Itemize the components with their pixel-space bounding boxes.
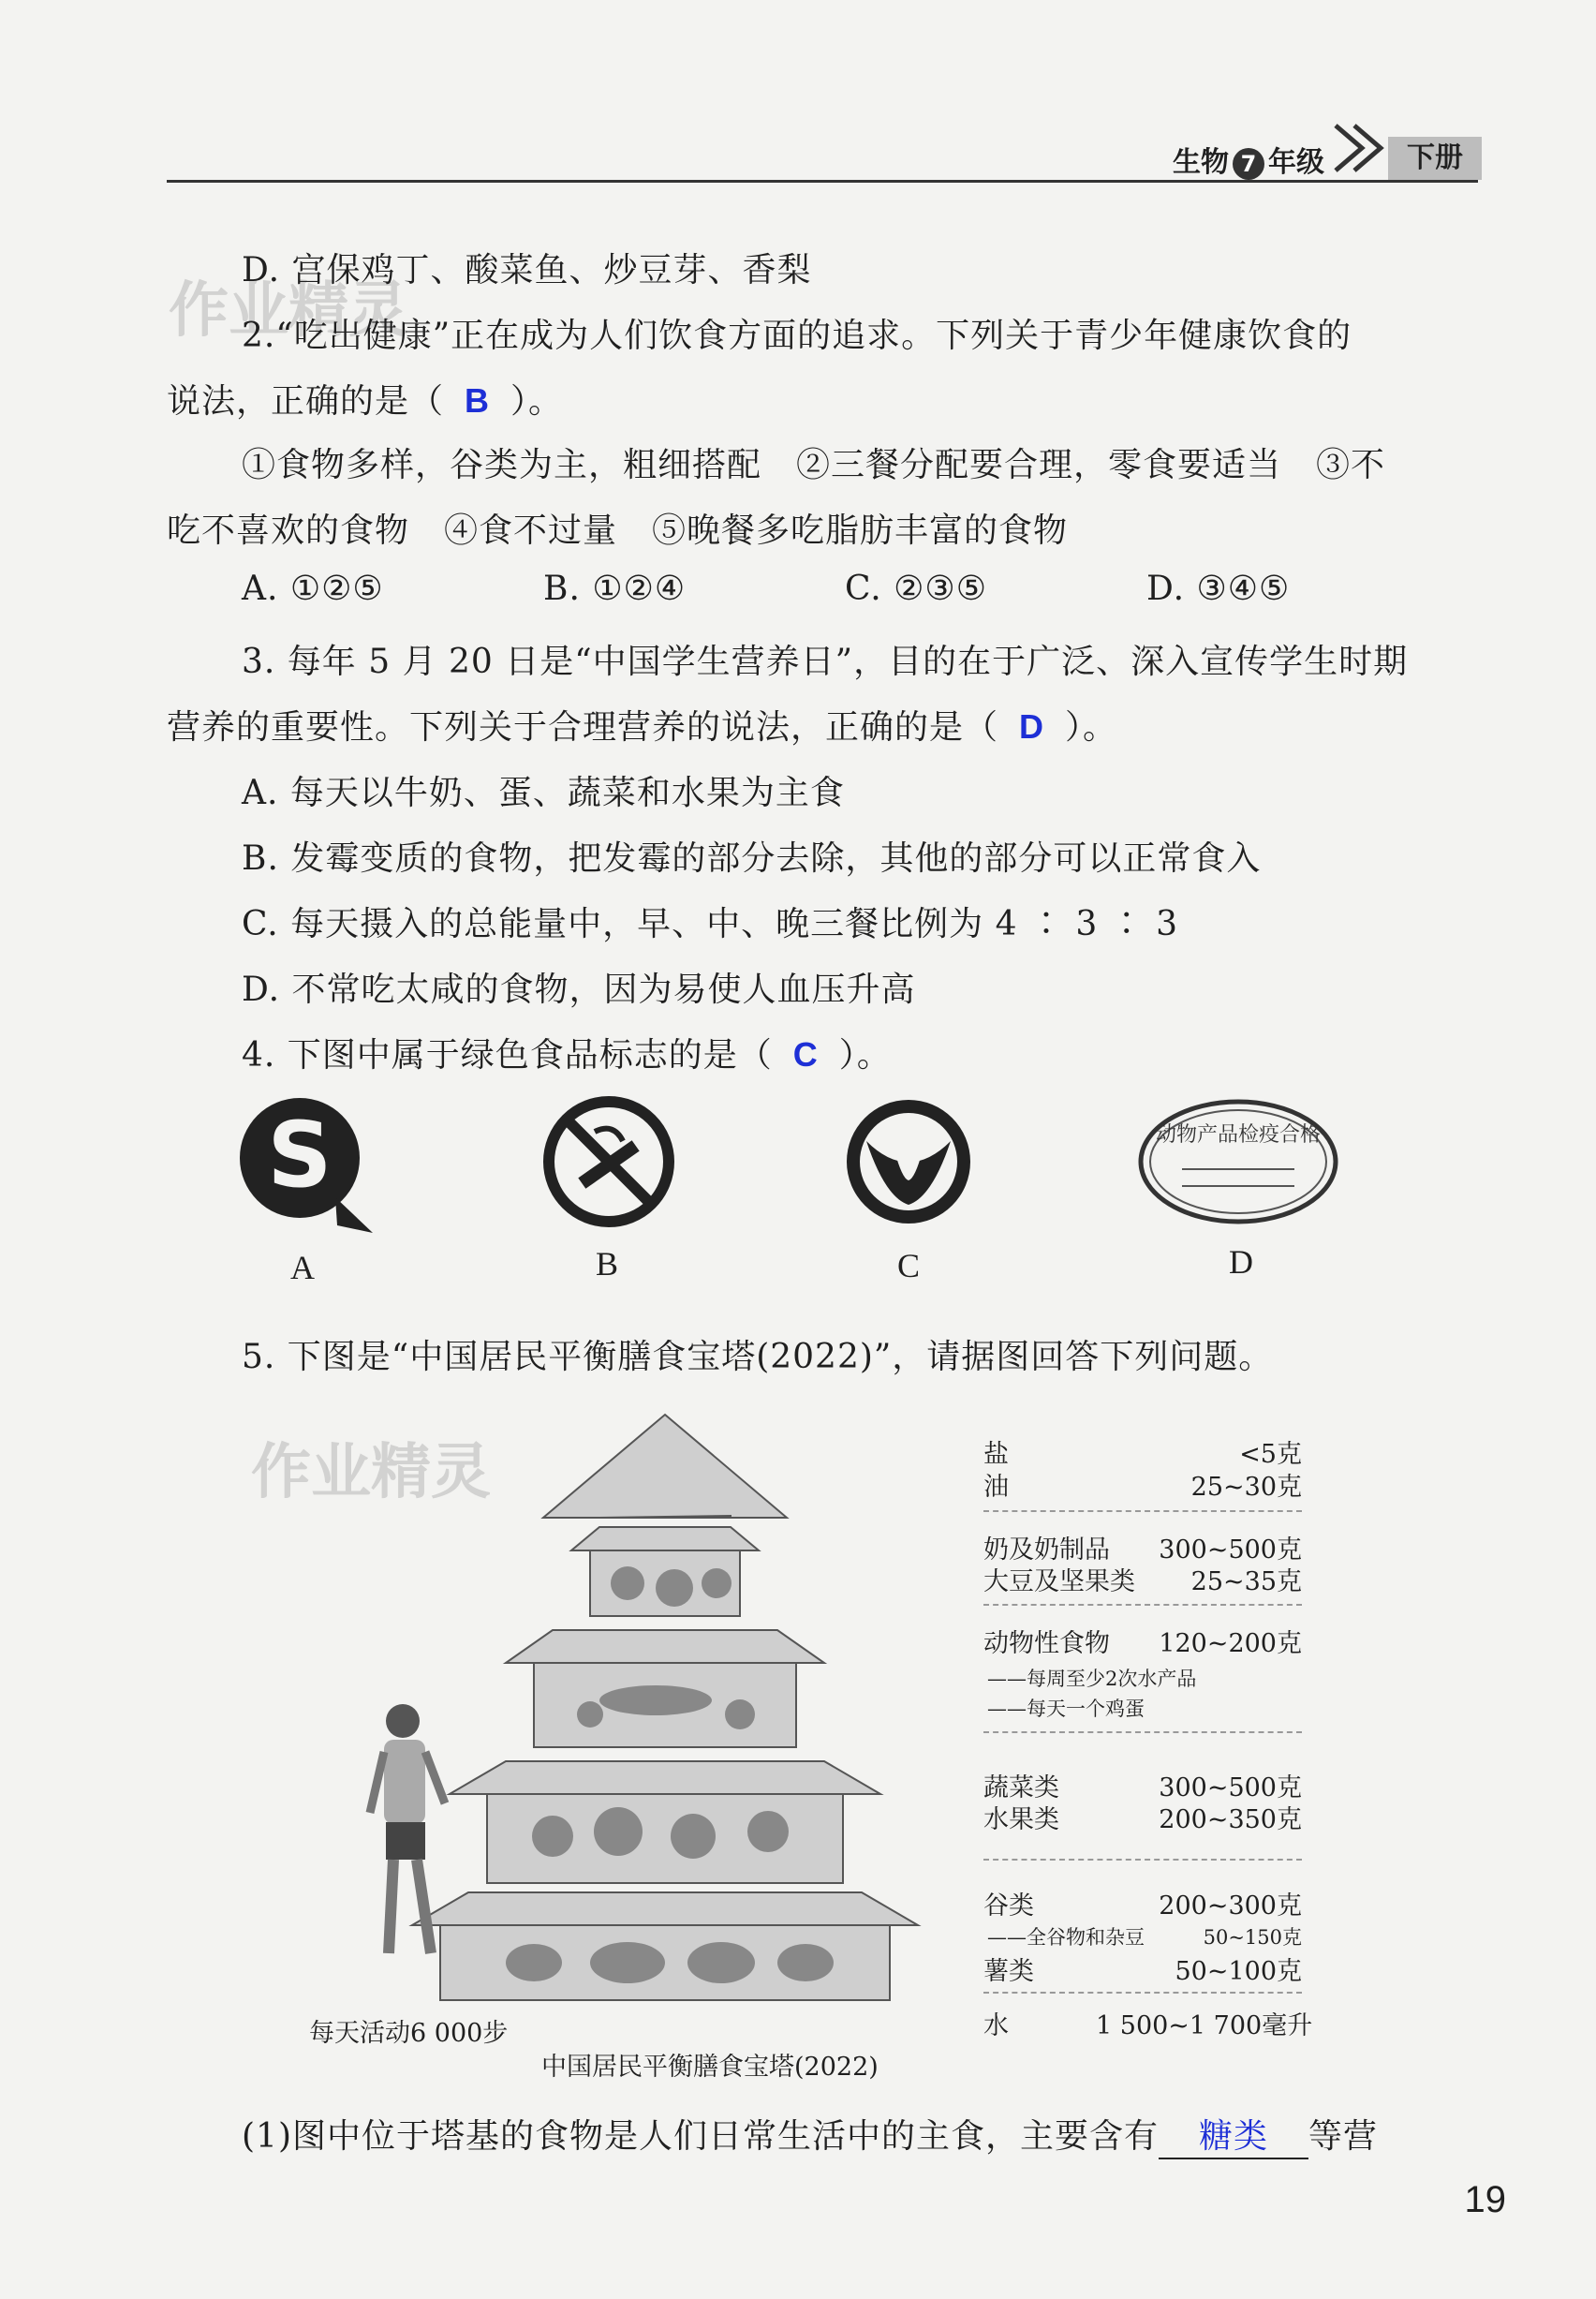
tbl-salt-value: <5克 — [1239, 1440, 1302, 1469]
tbl-soy-value: 25~35克 — [1190, 1567, 1302, 1596]
tbl-divider — [983, 1604, 1302, 1606]
tbl-animal-note1: ——每周至少2次水产品 — [987, 1668, 1197, 1690]
q3-line1: 3. 每年 5 月 20 日是“中国学生营养日”，目的在于广泛、深入宣传学生时期 — [242, 643, 1409, 681]
tbl-divider — [983, 1859, 1302, 1861]
watermark: 作业精灵 — [169, 276, 408, 346]
header-subject: 生物 7 年级 — [1173, 146, 1324, 179]
tbl-divider — [983, 1992, 1302, 1994]
q3-option-a: A. 每天以牛奶、蛋、蔬菜和水果为主食 — [242, 774, 845, 812]
logo-label-b: B — [596, 1245, 619, 1283]
q2-option-c: C. ②③⑤ — [845, 570, 987, 608]
quarantine-stamp-icon — [1135, 1096, 1341, 1231]
q2-option-b: B. ①②④ — [543, 570, 687, 608]
tbl-oil-label: 油 — [983, 1473, 1009, 1502]
tbl-veg-label: 蔬菜类 — [983, 1773, 1059, 1802]
q2-items-line2: 吃不喜欢的食物 ④食不过量 ⑤晚餐多吃脂肪丰富的食物 — [167, 512, 1069, 550]
tbl-grain-note-value: 50~150克 — [1203, 1926, 1302, 1949]
header-volume: 下册 — [1388, 137, 1482, 180]
tbl-soy-label: 大豆及坚果类 — [983, 1567, 1135, 1596]
logo-label-d: D — [1229, 1243, 1253, 1281]
tbl-fruit-label: 水果类 — [983, 1805, 1059, 1834]
tbl-fruit-value: 200~350克 — [1159, 1805, 1302, 1834]
tbl-grain-value: 200~300克 — [1159, 1891, 1302, 1921]
q5-intro: 5. 下图是“中国居民平衡膳食宝塔(2022)”，请据图回答下列问题。 — [242, 1338, 1274, 1376]
logo-label-a: A — [290, 1249, 315, 1286]
tbl-water-value: 1 500~1 700毫升 — [1096, 2011, 1313, 2040]
tbl-divider — [983, 1510, 1302, 1512]
tbl-tuber-value: 50~100克 — [1175, 1957, 1302, 1986]
runner-figure-icon — [365, 1700, 468, 1985]
grade-badge: 7 — [1233, 148, 1264, 180]
watermark-2: 作业精灵 — [251, 1438, 491, 1507]
tbl-milk-value: 300~500克 — [1159, 1535, 1302, 1565]
logo-label-c: C — [897, 1247, 921, 1284]
green-food-icon — [838, 1094, 979, 1238]
tbl-milk-label: 奶及奶制品 — [983, 1535, 1110, 1565]
q3-option-c: C. 每天摄入的总能量中，早、中、晚三餐比例为 4 ∶ 3 ∶ 3 — [242, 905, 1179, 943]
q5-sub1-answer: 糖类 — [1198, 2117, 1268, 2156]
tbl-veg-value: 300~500克 — [1159, 1773, 1302, 1802]
svg-text:S: S — [267, 1103, 332, 1208]
q2-line2: 说法，正确的是（ B ）。 — [167, 381, 564, 421]
q5-sub1: (1)图中位于塔基的食物是人们日常生活中的主食，主要含有 糖类 等营 — [242, 2110, 1378, 2159]
q3-answer: D — [1019, 707, 1045, 746]
q4-line: 4. 下图中属于绿色食品标志的是（ C ）。 — [242, 1035, 892, 1075]
chevron-double-icon — [1328, 120, 1394, 180]
tbl-grain-note-label: ——全谷物和杂豆 — [987, 1926, 1145, 1949]
q2-line1: 2.“吃出健康”正在成为人们饮食方面的追求。下列关于青少年健康饮食的 — [242, 317, 1352, 355]
stamp-text: 动物产品检疫合格 — [1155, 1123, 1322, 1147]
q2-items-line1: ①食物多样，谷类为主，粗细搭配 ②三餐分配要合理，零食要适当 ③不 — [242, 446, 1386, 484]
q1-option-d: D. 宫保鸡丁、酸菜鱼、炒豆芽、香梨 — [242, 251, 812, 289]
q3-option-b: B. 发霉变质的食物，把发霉的部分去除，其他的部分可以正常食入 — [242, 839, 1262, 878]
tbl-animal-note2: ——每天一个鸡蛋 — [987, 1698, 1145, 1720]
q2-option-a: A. ①②⑤ — [242, 570, 384, 608]
no-smoking-icon — [539, 1094, 679, 1238]
q4-answer: C — [792, 1035, 819, 1074]
tbl-grain-label: 谷类 — [983, 1891, 1034, 1921]
pyramid-caption: 中国居民平衡膳食宝塔(2022) — [541, 2053, 879, 2082]
tbl-salt-label: 盐 — [983, 1440, 1009, 1469]
tbl-oil-value: 25~30克 — [1190, 1473, 1302, 1502]
tbl-animal-label: 动物性食物 — [983, 1629, 1110, 1658]
tbl-water-label: 水 — [983, 2011, 1009, 2040]
q5-sub1-blank — [1159, 2110, 1308, 2159]
q2-answer: B — [465, 381, 491, 420]
tbl-divider — [983, 1731, 1302, 1733]
tbl-tuber-label: 薯类 — [983, 1957, 1034, 1986]
tbl-animal-value: 120~200克 — [1159, 1629, 1302, 1658]
q3-option-d: D. 不常吃太咸的食物，因为易使人血压升高 — [242, 971, 916, 1009]
q2-option-d: D. ③④⑤ — [1146, 570, 1291, 608]
activity-label: 每天活动6 000步 — [309, 2019, 509, 2048]
page-number: 19 — [1464, 2179, 1506, 2220]
header-divider — [167, 180, 1478, 183]
q3-line2: 营养的重要性。下列关于合理营养的说法，正确的是（ D ）。 — [167, 707, 1118, 747]
qs-logo-icon — [234, 1094, 375, 1238]
